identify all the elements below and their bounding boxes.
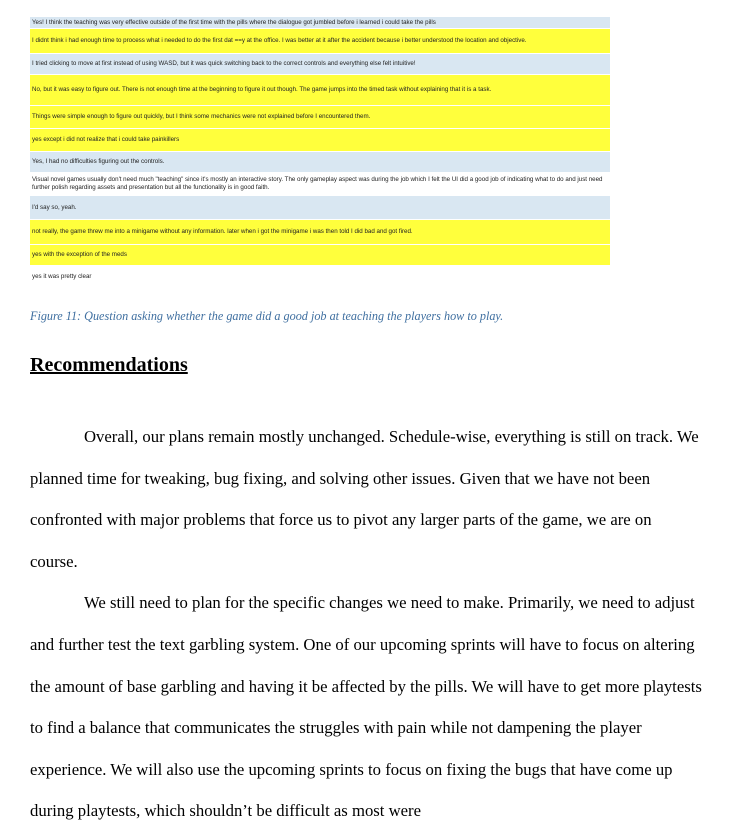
response-text: I didnt think i had enough time to process what i needed to do the first dat ==y at the office. I was better at it after the accident because i better understood the location and objective. bbox=[32, 37, 527, 45]
response-text: Visual novel games usually don't need much "teaching" since it's mostly an interactive story. The only gameplay aspect was during the job which I felt the UI did a good job of indicating what to do and just need further polish regarding assets and presentation but all the functionality is in good faith. bbox=[32, 176, 603, 191]
figure-caption: Figure 11: Question asking whether the game did a good job at teaching the players how to play. bbox=[30, 309, 504, 323]
response-text: Yes, I had no difficulties figuring out the controls. bbox=[32, 158, 165, 166]
response-text: yes with the exception of the meds bbox=[32, 251, 127, 259]
body-text bbox=[30, 416, 702, 832]
response-text: yes it was pretty clear bbox=[32, 273, 92, 281]
response-row bbox=[30, 17, 610, 29]
response-row bbox=[30, 266, 610, 289]
paragraph: We still need to plan for the specific changes we need to make. Primarily, we need to adjust and further test the text garbling system. One of our upcoming sprints will have to focus on altering the amount of base garbling and having it be affected by the pills. We will have to get more playtests to find a balance that communicates the struggles with pain while not dampening the player experience. We will also use the upcoming sprints to focus on fixing the bugs that have come up during playtests, which shouldn’t be difficult as most were bbox=[30, 593, 702, 821]
response-text: No, but it was easy to figure out. There is not enough time at the beginning to figure it out though. The game jumps into the timed task without explaining that it is a task. bbox=[32, 86, 492, 94]
response-text: Yes! I think the teaching was very effective outside of the first time with the pills where the dialogue got jumbled before i learned i could take the pills bbox=[32, 18, 436, 26]
response-row bbox=[30, 129, 610, 152]
response-row bbox=[30, 173, 610, 196]
response-row bbox=[30, 152, 610, 173]
response-text: Things were simple enough to figure out quickly, but I think some mechanics were not explained before I encountered them. bbox=[32, 113, 371, 121]
paragraph: Overall, our plans remain mostly unchanged. Schedule-wise, everything is still on track. We planned time for tweaking, bug fixing, and solving other issues. Given that we have not been confronted with major problems that force us to pivot any larger parts of the game, we are on course. bbox=[30, 427, 699, 571]
response-row bbox=[30, 196, 610, 220]
response-row bbox=[30, 220, 610, 245]
response-text: I tried clicking to move at first instead of using WASD, but it was quick switching back to the correct controls and everything else felt intuitive! bbox=[32, 60, 416, 68]
response-text: not really, the game threw me into a minigame without any information. later when i got the minigame i was then told I did bad and got fired. bbox=[32, 228, 413, 236]
section-heading: Recommendations bbox=[30, 354, 188, 376]
response-row bbox=[30, 54, 610, 75]
response-text: yes except i did not realize that i could take painkillers bbox=[32, 136, 180, 144]
response-row bbox=[30, 245, 610, 266]
response-row bbox=[30, 75, 610, 106]
response-row bbox=[30, 29, 610, 54]
response-row bbox=[30, 106, 610, 129]
response-text: I'd say so, yeah. bbox=[32, 203, 77, 211]
responses-table bbox=[30, 17, 610, 289]
